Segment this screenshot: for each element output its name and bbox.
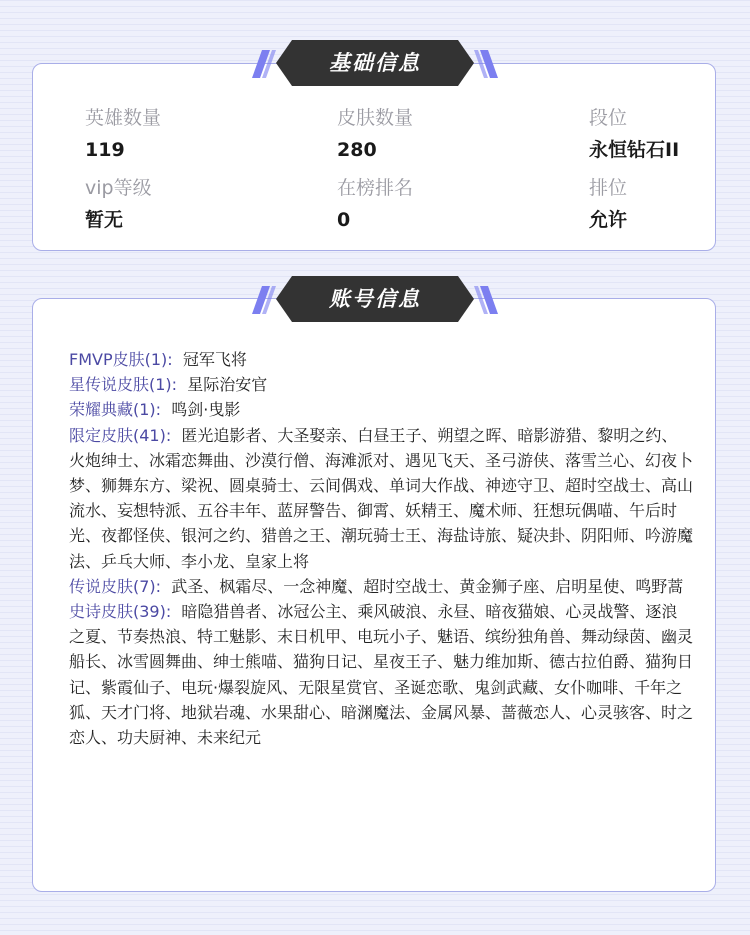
stat-label: 皮肤数量 [337, 107, 414, 129]
skin-group-fmvp [69, 347, 693, 372]
basic-info-card [32, 63, 716, 251]
skin-group-epic [69, 599, 693, 750]
basic-info-title-tab [248, 40, 502, 86]
skin-items: 冠军飞将 [182, 350, 247, 369]
section-title: 基础信息 [329, 51, 421, 75]
account-info-card [32, 298, 716, 892]
stat-value: 119 [85, 139, 125, 161]
skin-items: 匿光追影者、大圣娶亲、白昼王子、朔望之晖、暗影游猎、黎明之约、火炮绅士、冰霜恋舞曲、沙漠行僧、海滩派对、遇见飞天、圣弓游侠、落雪兰心、幻夜卜梦、狮舞东方、梁祝、圆桌骑士、云间偶戏、单词大作战、神迹守卫、超时空战士、高山流水、妄想特派、五谷丰年、蓝屏警告、御霄、妖精王、魔术师、狂想玩偶喵、午后时光、夜都怪侠、银河之约、猎兽之王、潮玩骑士王、海盐诗旅、疑决卦、阴阳师、吟游魔法、乒乓大师、李小龙、皇家上将 [69, 425, 694, 571]
stat-leaderboard-rank [337, 176, 413, 232]
section-title: 账号信息 [329, 287, 421, 311]
account-info-title-tab [248, 276, 502, 322]
stat-label: 段位 [589, 107, 628, 129]
stat-hero-count [85, 106, 161, 162]
skin-category-label: 星传说皮肤(1): [69, 375, 178, 395]
stat-ranked-allowed [589, 176, 627, 232]
skin-category-label: 限定皮肤(41): [69, 425, 172, 445]
stat-vip-level [85, 176, 152, 232]
skin-items: 武圣、枫霜尽、一念神魔、超时空战士、黄金狮子座、启明星使、鸣野蒿 [171, 576, 684, 596]
skin-group-limited [69, 423, 693, 574]
stat-skin-count [337, 106, 413, 162]
skin-items: 星际治安官 [187, 375, 268, 395]
skin-category-label: 史诗皮肤(39): [69, 602, 172, 622]
skin-group-glory-collection [69, 397, 693, 422]
skin-category-label: 荣耀典藏(1): [69, 400, 162, 420]
skin-group-legend [69, 574, 693, 599]
skin-items: 暗隐猎兽者、冰冠公主、乘风破浪、永昼、暗夜猫娘、心灵战警、逐浪之夏、节奏热浪、特工魅影、末日机甲、电玩小子、魅语、缤纷独角兽、舞动绿茵、幽灵船长、冰雪圆舞曲、绅士熊喵、猫狗日记、星夜王子、魅力维加斯、德古拉伯爵、猫狗日记、紫霞仙子、电玩·爆裂旋风、无限星赏官、圣诞恋歌、鬼剑武藏、女仆咖啡、千年之狐、天才门将、地狱岩魂、水果甜心、暗渊魔法、金属风暴、蔷薇恋人、心灵骇客、时之恋人、功夫厨神、未来纪元 [69, 602, 694, 748]
stat-value: 280 [337, 139, 377, 161]
stat-label: 排位 [589, 177, 628, 199]
stat-value: 暂无 [85, 209, 124, 231]
skin-items: 鸣剑·曳影 [171, 400, 241, 420]
stat-rank-tier [589, 106, 679, 162]
skin-list [69, 347, 693, 750]
skin-group-star-legend [69, 372, 693, 397]
skin-category-label: FMVP皮肤(1): [69, 350, 173, 369]
stat-value: 0 [337, 209, 351, 231]
stat-label: 英雄数量 [85, 107, 162, 129]
skin-category-label: 传说皮肤(7): [69, 576, 162, 596]
stat-label: 在榜排名 [337, 177, 414, 199]
stat-label: vip等级 [85, 177, 152, 199]
stat-value: 永恒钻石II [589, 139, 680, 161]
stat-value: 允许 [589, 209, 628, 231]
